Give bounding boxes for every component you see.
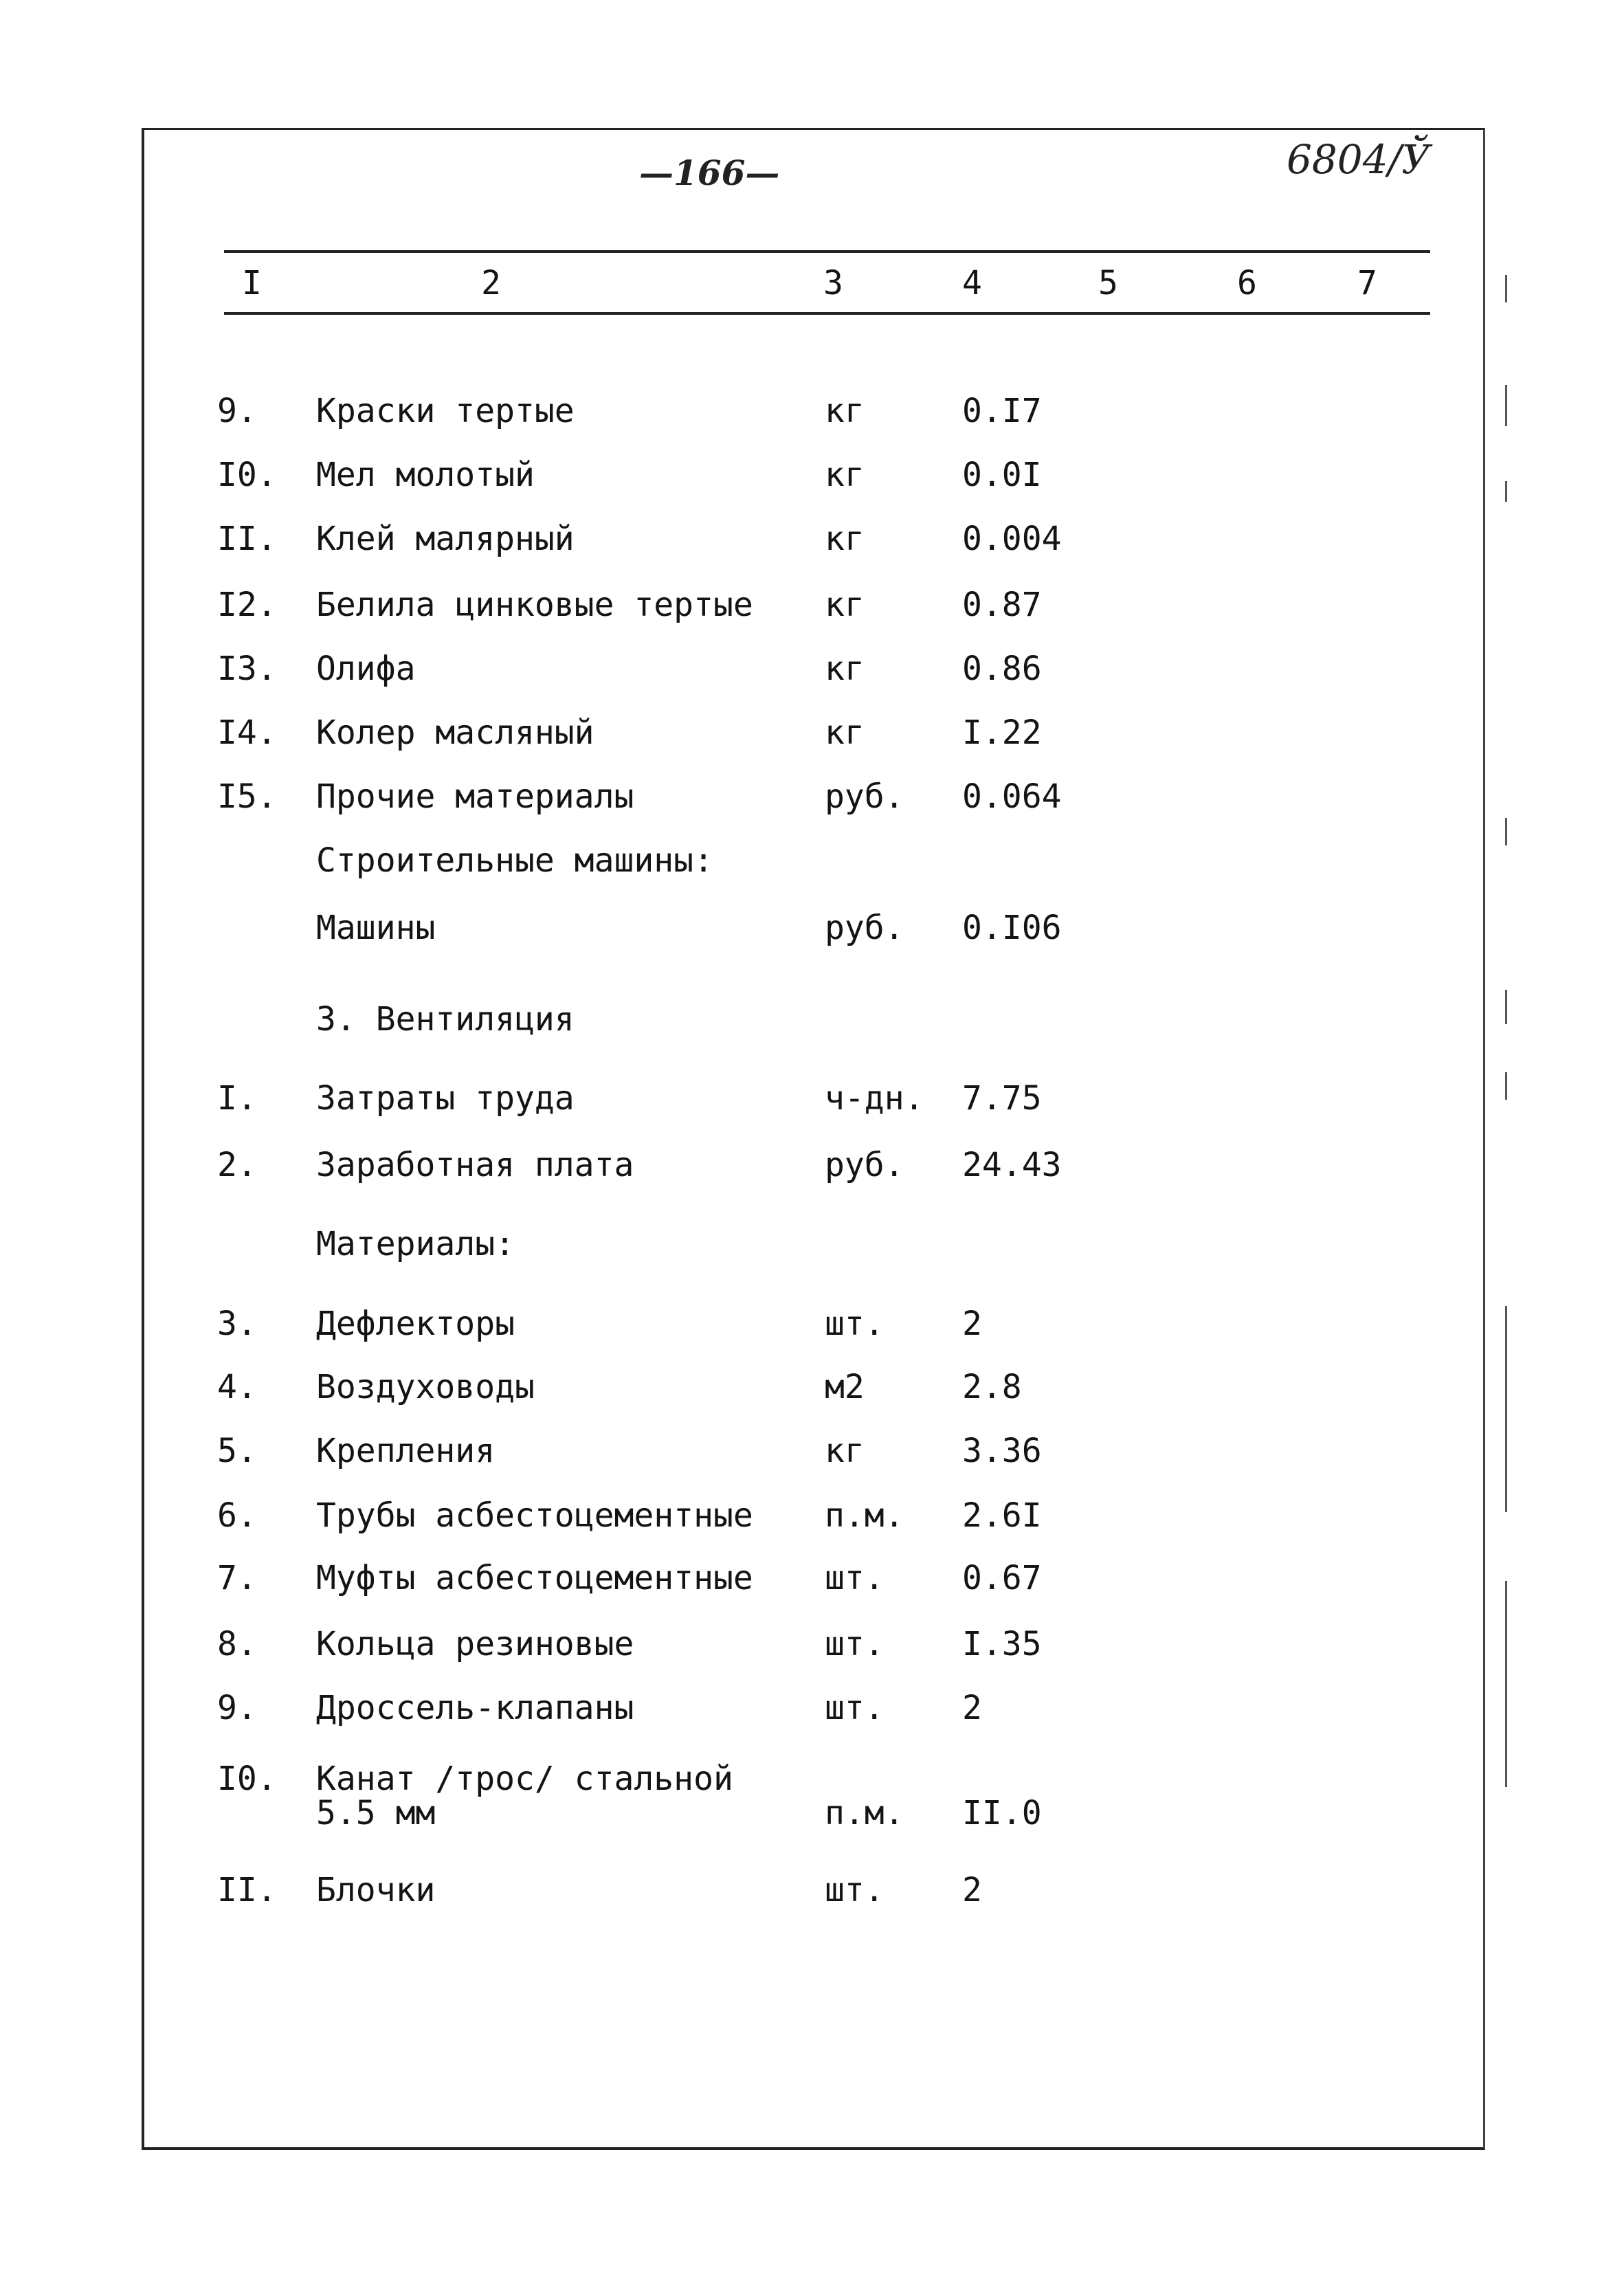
row-unit: шт.: [825, 1871, 885, 1909]
row-number: I2.: [217, 586, 277, 624]
table-row-continuation: [0, 1794, 1624, 1835]
row-name: Кольца резиновые: [316, 1625, 634, 1663]
row-number: II.: [217, 520, 277, 558]
margin-mark: [1505, 1581, 1507, 1787]
section-heading: [0, 1000, 1624, 1041]
row-unit: кг: [825, 392, 865, 430]
row-name: Клей малярный: [316, 520, 575, 558]
table-row: [0, 520, 1624, 561]
margin-mark: [1505, 275, 1507, 302]
table-row: [0, 1146, 1624, 1187]
row-value: II.0: [962, 1794, 1042, 1832]
row-name: Блочки: [316, 1871, 436, 1909]
row-number: 9.: [217, 392, 257, 430]
row-value: 2.8: [962, 1368, 1022, 1406]
column-header-5: 5: [1098, 264, 1118, 302]
row-value: 0.I06: [962, 909, 1062, 947]
row-value: 0.67: [962, 1559, 1042, 1597]
row-number: I5.: [217, 777, 277, 816]
table-row: [0, 1496, 1624, 1538]
row-name: Прочие материалы: [316, 777, 634, 816]
row-name: Заработная плата: [316, 1146, 634, 1184]
row-unit: м2: [825, 1368, 865, 1406]
row-value: 0.86: [962, 650, 1042, 688]
row-value: I.35: [962, 1625, 1042, 1663]
row-name: Муфты асбестоцементные: [316, 1559, 753, 1597]
row-unit: кг: [825, 713, 865, 752]
row-number: 6.: [217, 1496, 257, 1535]
margin-mark: [1505, 385, 1507, 426]
row-value: 2: [962, 1305, 982, 1343]
row-unit: п.м.: [825, 1496, 904, 1535]
row-unit: шт.: [825, 1559, 885, 1597]
row-value: 2: [962, 1689, 982, 1727]
table-row: [0, 392, 1624, 433]
table-row: [0, 1079, 1624, 1120]
row-name: Мел молотый: [316, 456, 535, 494]
table-row: [0, 777, 1624, 819]
row-value: 0.I7: [962, 392, 1042, 430]
row-unit: кг: [825, 456, 865, 494]
row-name: 3. Вентиляция: [316, 1000, 575, 1039]
row-unit: руб.: [825, 1146, 904, 1184]
row-value: 7.75: [962, 1079, 1042, 1118]
margin-mark: [1505, 990, 1507, 1024]
row-value: 2.6I: [962, 1496, 1042, 1535]
margin-mark: [1505, 1306, 1507, 1512]
margin-mark: [1505, 481, 1507, 502]
row-number: 4.: [217, 1368, 257, 1406]
row-unit: кг: [825, 586, 865, 624]
column-header-3: 3: [823, 264, 843, 302]
row-name: 5.5 мм: [316, 1794, 436, 1832]
row-unit: кг: [825, 650, 865, 688]
section-subheading: [0, 1225, 1624, 1266]
row-name: Олифа: [316, 650, 416, 688]
row-unit: шт.: [825, 1689, 885, 1727]
table-row: [0, 909, 1624, 950]
row-unit: руб.: [825, 909, 904, 947]
table-row: [0, 1689, 1624, 1730]
row-unit: шт.: [825, 1305, 885, 1343]
column-header-6: 6: [1237, 264, 1257, 302]
row-number: I3.: [217, 650, 277, 688]
document-code: 6804/Ў: [1287, 136, 1431, 183]
row-name: Машины: [316, 909, 436, 947]
row-value: 0.004: [962, 520, 1062, 558]
page-number: —166—: [639, 153, 780, 193]
row-name: Дефлекторы: [316, 1305, 515, 1343]
row-name: Канат /трос/ стальной: [316, 1760, 733, 1798]
column-header-7: 7: [1357, 264, 1377, 302]
table-header-top-rule: [224, 250, 1430, 253]
row-name: Затраты труда: [316, 1079, 575, 1118]
table-row: [0, 1368, 1624, 1409]
column-header-1: I: [242, 264, 262, 302]
row-number: I0.: [217, 456, 277, 494]
row-number: 5.: [217, 1432, 257, 1470]
table-row: [0, 1432, 1624, 1473]
row-unit: п.м.: [825, 1794, 904, 1832]
row-number: I4.: [217, 713, 277, 752]
row-unit: кг: [825, 520, 865, 558]
row-unit: кг: [825, 1432, 865, 1470]
row-unit: ч-дн.: [825, 1079, 924, 1118]
row-number: II.: [217, 1871, 277, 1909]
row-number: I0.: [217, 1760, 277, 1798]
row-value: 2: [962, 1871, 982, 1909]
row-number: 8.: [217, 1625, 257, 1663]
row-unit: шт.: [825, 1625, 885, 1663]
section-subheading: [0, 841, 1624, 883]
table-row: [0, 456, 1624, 497]
row-value: 3.36: [962, 1432, 1042, 1470]
row-name: Белила цинковые тертые: [316, 586, 753, 624]
table-row: [0, 586, 1624, 627]
margin-mark: [1505, 1072, 1507, 1100]
row-number: 9.: [217, 1689, 257, 1727]
row-number: 3.: [217, 1305, 257, 1343]
column-header-4: 4: [962, 264, 982, 302]
margin-mark: [1505, 818, 1507, 845]
row-unit: руб.: [825, 777, 904, 816]
row-name: Краски тертые: [316, 392, 575, 430]
row-name: Воздуховоды: [316, 1368, 535, 1406]
table-row: [0, 713, 1624, 755]
row-name: Крепления: [316, 1432, 496, 1470]
row-name: Трубы асбестоцементные: [316, 1496, 753, 1535]
row-number: 2.: [217, 1146, 257, 1184]
table-row: [0, 650, 1624, 691]
table-row: [0, 1871, 1624, 1912]
row-name: Материалы:: [316, 1225, 515, 1263]
column-header-2: 2: [481, 264, 501, 302]
row-value: 24.43: [962, 1146, 1062, 1184]
row-number: 7.: [217, 1559, 257, 1597]
row-number: I.: [217, 1079, 257, 1118]
row-value: I.22: [962, 713, 1042, 752]
row-name: Строительные машины:: [316, 841, 713, 880]
row-name: Колер масляный: [316, 713, 594, 752]
row-value: 0.064: [962, 777, 1062, 816]
table-row: [0, 1305, 1624, 1346]
row-name: Дроссель-клапаны: [316, 1689, 634, 1727]
row-value: 0.87: [962, 586, 1042, 624]
table-row: [0, 1559, 1624, 1600]
table-row: [0, 1625, 1624, 1666]
table-header-bottom-rule: [224, 312, 1430, 315]
row-value: 0.0I: [962, 456, 1042, 494]
